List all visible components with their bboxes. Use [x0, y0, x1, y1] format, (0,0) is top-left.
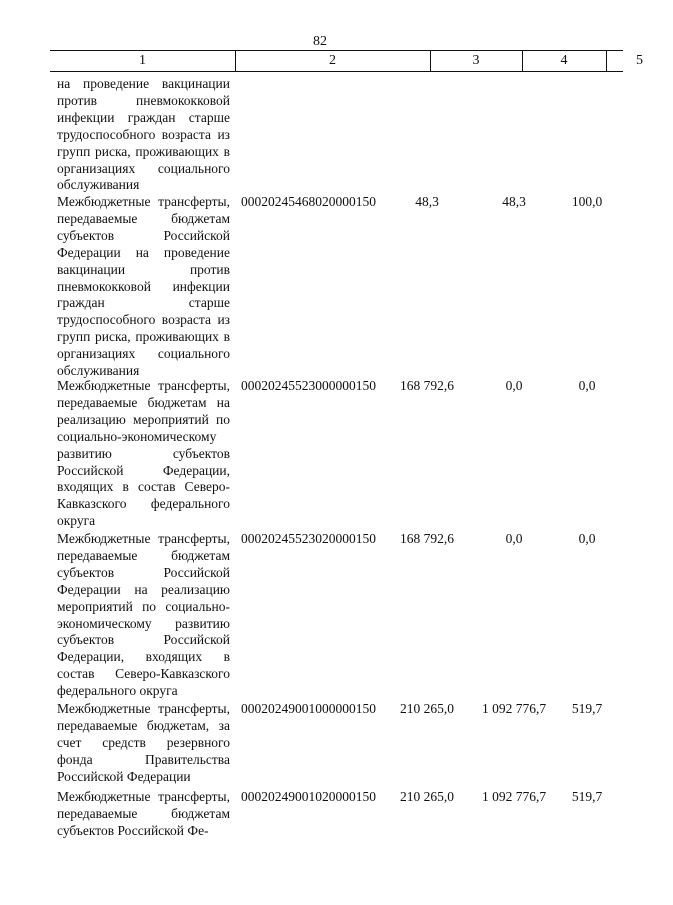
row-col5-value: 519,7	[571, 701, 603, 716]
row-description: Межбюджетные трансферты, передаваемые бюджетам субъектов Российской Федерации на реализацию мероприятий по социально-экономическому развитию субъектов Российской Федерации, входящих в состав Северо-Кавказского федерального округа	[57, 531, 230, 699]
page-number: 82	[313, 34, 327, 49]
row-col3-value: 168 792,6	[400, 531, 454, 546]
row-description: Межбюджетные трансферты, передаваемые бюджетам на реализацию мероприятий по социально-экономическому развитию субъектов Российской Федерации, входящих в состав Северо-Кавказского федерального округа	[57, 378, 230, 529]
row-col4-value: 0,0	[505, 531, 523, 546]
row-code: 00020245523020000150	[241, 531, 376, 546]
row-code: 00020249001020000150	[241, 789, 376, 804]
row-col4-value: 48,3	[502, 194, 526, 209]
row-code: 00020245523000000150	[241, 378, 376, 393]
row-col5-value: 100,0	[571, 194, 603, 209]
header-col-4: 4	[560, 53, 568, 68]
row-col4-value: 1 092 776,7	[481, 701, 547, 716]
row-code: 00020249001000000150	[241, 701, 376, 716]
table-header	[50, 50, 643, 72]
row-col3-value: 210 265,0	[400, 701, 454, 716]
row-col5-value: 0,0	[578, 378, 596, 393]
row-description: Межбюджетные трансферты, передаваемые бюджетам субъектов Российской Федерации на проведение вакцинации против пневмококковой инфекции граждан старше трудоспособного возраста из групп риска, проживающих в организациях социального обслуживания	[57, 194, 230, 379]
row-col4-value: 0,0	[505, 378, 523, 393]
row-col5-value: 519,7	[571, 789, 603, 804]
row-col3-value: 210 265,0	[400, 789, 454, 804]
row-col4-value: 1 092 776,7	[481, 789, 547, 804]
row-description: Межбюджетные трансферты, передаваемые бюджетам субъектов Российской Фе-	[57, 789, 230, 838]
header-col-3: 3	[472, 53, 480, 68]
header-col-2: 2	[329, 53, 336, 68]
row-col5-value: 0,0	[578, 531, 596, 546]
row-description: на проведение вакцинации против пневмококковой инфекции граждан старше трудоспособного возраста из групп риска, проживающих в организациях социального обслуживания	[57, 76, 230, 193]
row-col3-value: 168 792,6	[400, 378, 454, 393]
header-col-1: 1	[139, 53, 146, 68]
row-description: Межбюджетные трансферты, передаваемые бюджетам, за счет средств резервного фонда Правительства Российской Федерации	[57, 701, 230, 784]
row-col3-value: 48,3	[415, 194, 439, 209]
header-col-5: 5	[636, 53, 643, 68]
header-bottom-rule	[50, 71, 623, 72]
row-code: 00020245468020000150	[241, 194, 376, 209]
